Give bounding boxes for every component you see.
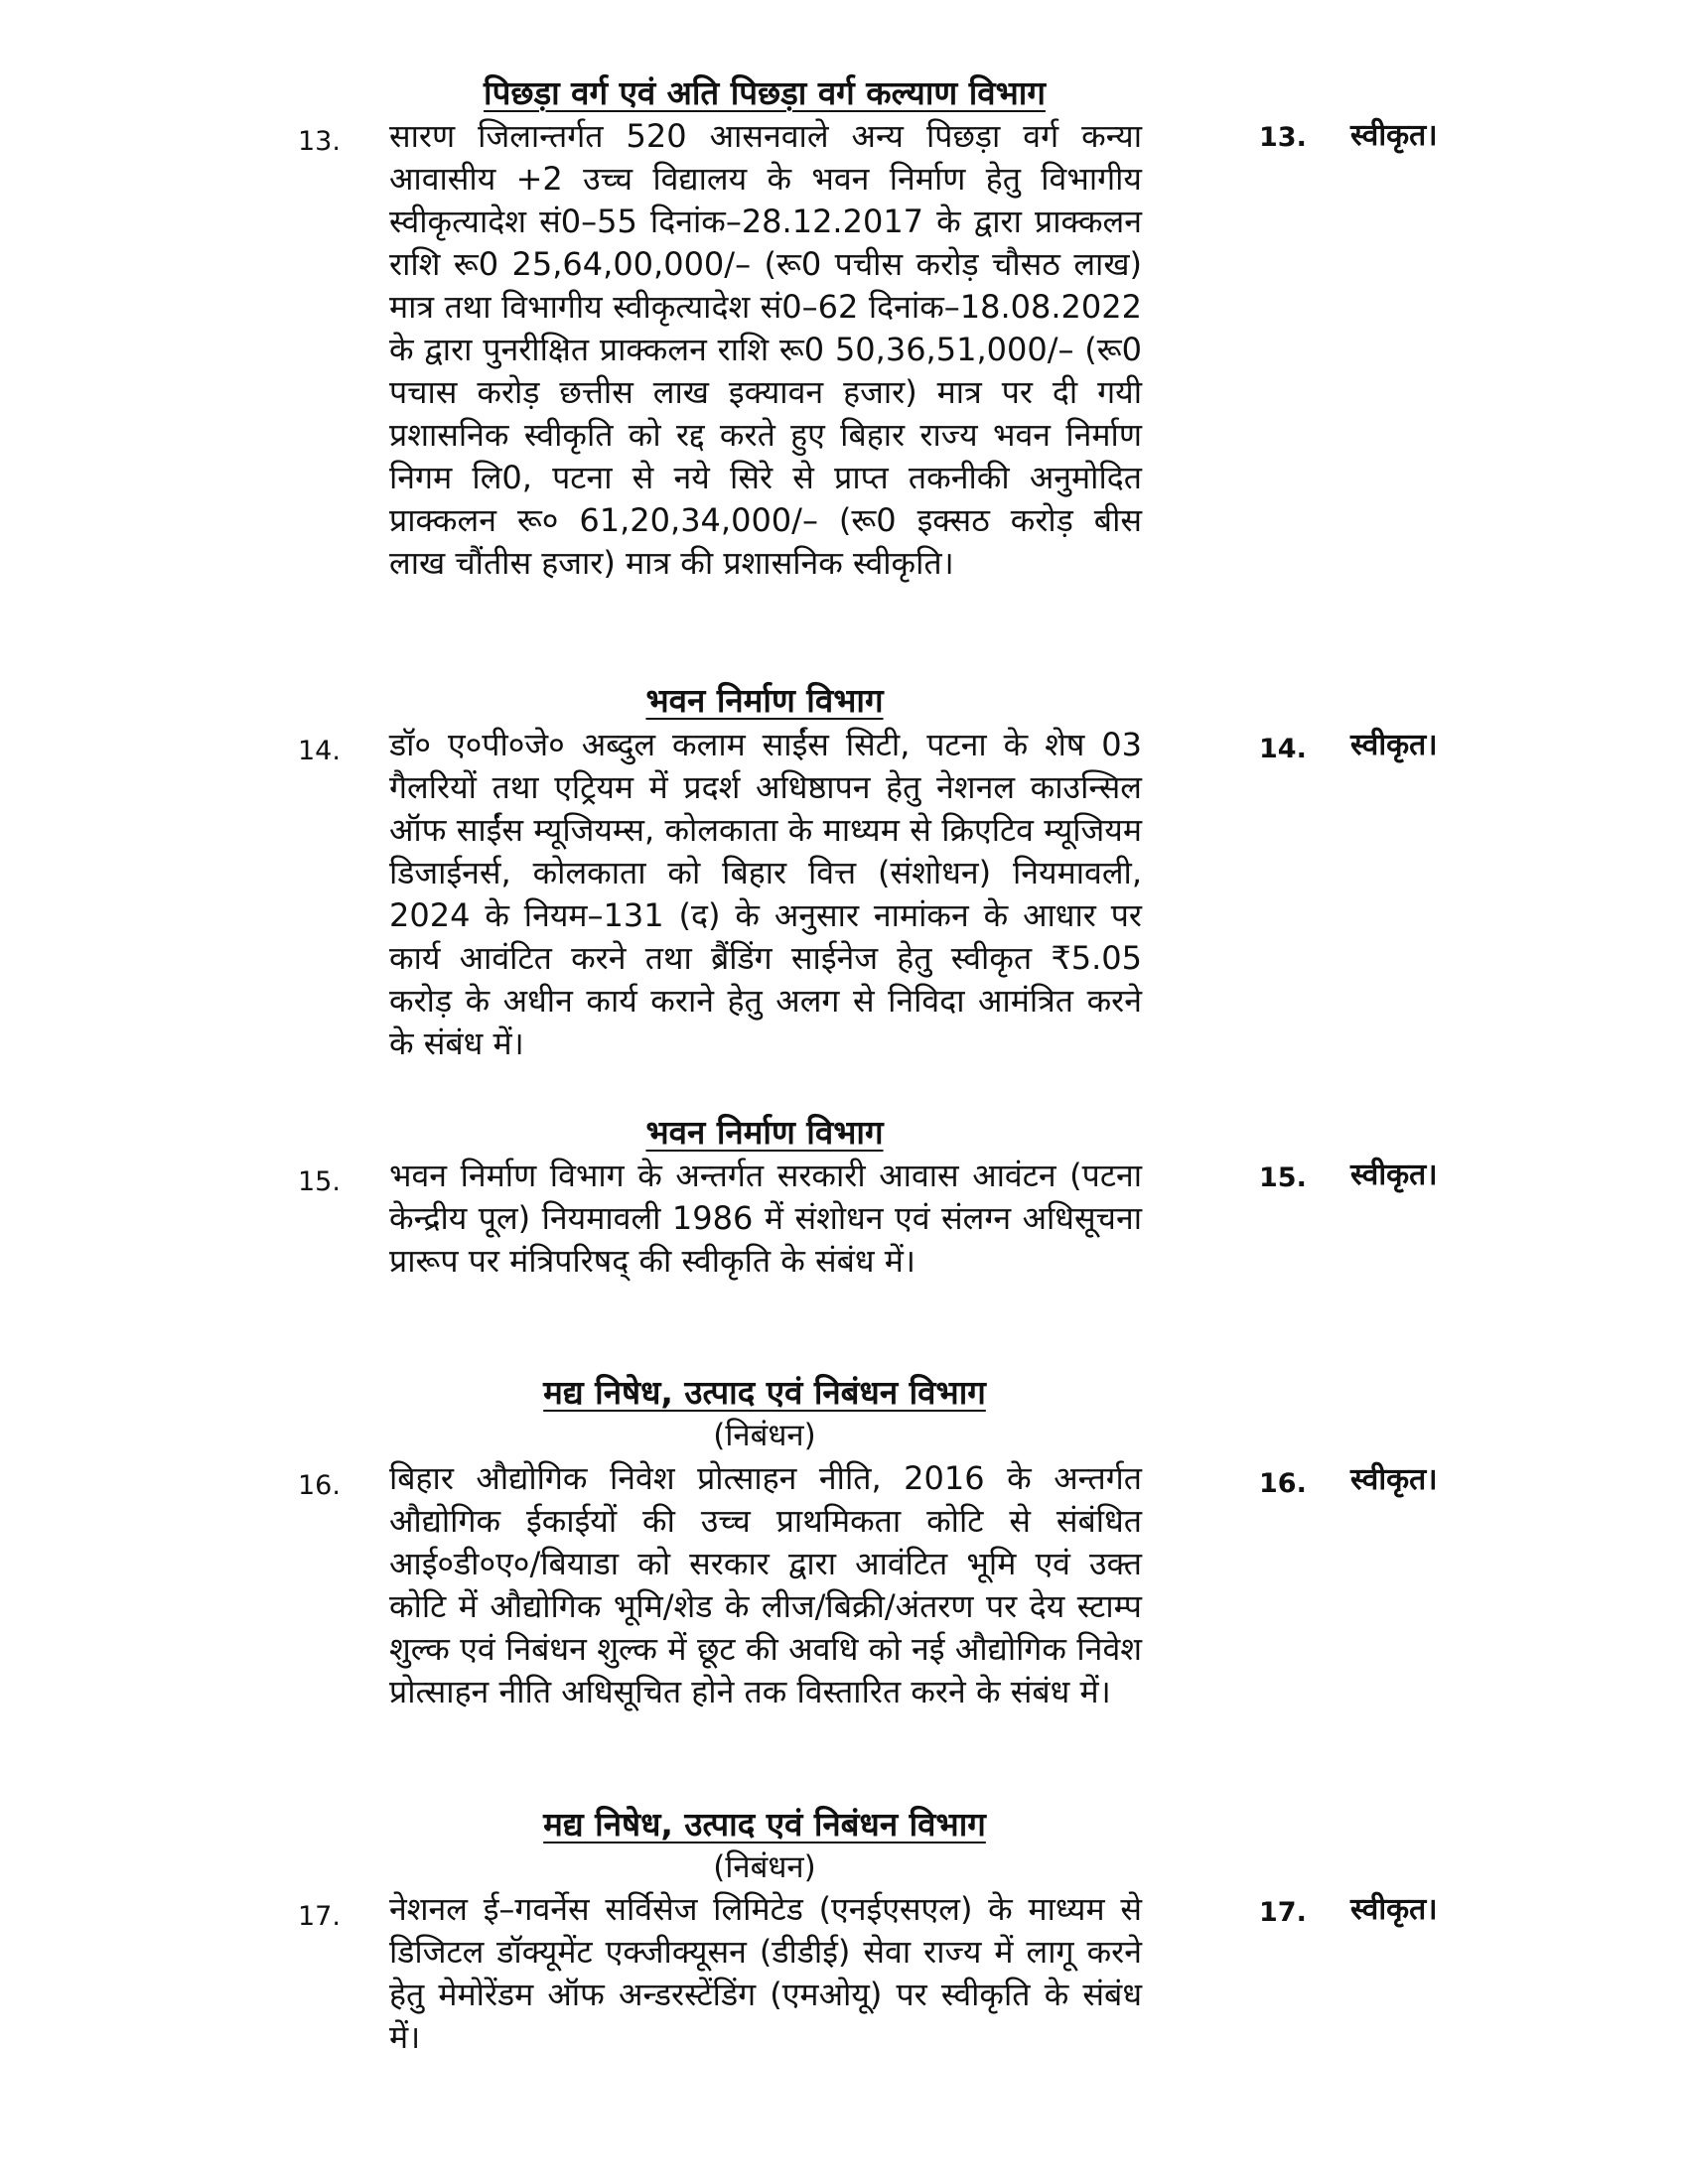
department-heading: भवन निर्माण विभाग (645, 681, 884, 720)
status-number: 14. (1259, 734, 1307, 764)
status-number: 17. (1259, 1897, 1307, 1928)
department-subheading: (निबंधन) (713, 1849, 816, 1885)
status-number: 16. (1259, 1468, 1307, 1499)
department-heading: मद्य निषेध, उत्पाद एवं निबंधन विभाग (543, 1805, 986, 1843)
department-heading: पिछड़ा वर्ग एवं अति पिछड़ा वर्ग कल्याण विभाग (484, 73, 1046, 112)
department-subheading: (निबंधन) (713, 1418, 816, 1453)
item-description: डॉ० ए०पी०जे० अब्दुल कलाम साईंस सिटी, पटना के शेष 03 गैलरियों तथा एट्रियम में प्रदर्श अधिष्ठापन हेतु नेशनल काउन्सिल ऑफ साईंस म्यूजियम्स, कोलकाता के माध्यम से क्रिएटिव म्यूजियम डिजाईनर्स, कोलकाता को बिहार वित्त (संशोधन) नियमावली, 2024 के नियम–131 (द) के अनुसार नामांकन के आधार पर कार्य आवंटित करने तथा ब्रैंडिंग साईनेज हेतु स्वीकृत ₹5.05 करोड़ के अधीन कार्य कराने हेतु अलग से निविदा आमंत्रित करने के संबंध में। (389, 726, 1142, 1062)
item-description: नेशनल ई–गवर्नेस सर्विसेज लिमिटेड (एनईएसएल) के माध्यम से डिजिटल डॉक्यूमेंट एक्जीक्यूसन (डीडीई) सेवा राज्य में लागू करने हेतु मेमोरेंडम ऑफ अन्डरस्टेंडिंग (एमओयू) पर स्वीकृति के संबंध में। (389, 1890, 1142, 2056)
department-heading: भवन निर्माण विभाग (645, 1113, 884, 1152)
item-description: सारण जिलान्तर्गत 520 आसनवाले अन्य पिछड़ा वर्ग कन्या आवासीय +2 उच्च विद्यालय के भवन निर्माण हेतु विभागीय स्वीकृत्यादेश सं0–55 दिनांक–28.12.2017 के द्वारा प्राक्कलन राशि रू0 25,64,00,000/– (रू0 पचीस करोड़ चौसठ लाख) मात्र तथा विभागीय स्वीकृत्यादेश सं0–62 दिनांक–18.08.2022 के द्वारा पुनरीक्षित प्राक्कलन राशि रू0 50,36,51,000/– (रू0 पचास करोड़ छत्तीस लाख इक्यावन हजार) मात्र पर दी गयी प्रशासनिक स्वीकृति को रद्द करते हुए बिहार राज्य भवन निर्माण निगम लि0, पटना से नये सिरे से प्राप्त तकनीकी अनुमोदित प्राक्कलन रू० 61,20,34,000/– (रू0 इक्सठ करोड़ बीस लाख चौंतीस हजार) मात्र की प्रशासनिक स्वीकृति। (389, 117, 1142, 582)
status-label: स्वीकृत। (1350, 1462, 1438, 1497)
item-number: 14. (298, 736, 341, 766)
status-number: 15. (1259, 1162, 1307, 1193)
status-label: स्वीकृत। (1350, 728, 1438, 762)
department-heading: मद्य निषेध, उत्पाद एवं निबंधन विभाग (543, 1373, 986, 1412)
item-description: बिहार औद्योगिक निवेश प्रोत्साहन नीति, 2016 के अन्तर्गत औद्योगिक ईकाईयों की उच्च प्राथमिकता कोटि से संबंधित आई०डी०ए०/बियाडा को सरकार द्वारा आवंटित भूमि एवं उक्त कोटि में औद्योगिक भूमि/शेड के लीज/बिक्री/अंतरण पर देय स्टाम्प शुल्क एवं निबंधन शुल्क में छूट की अवधि को नई औद्योगिक निवेश प्रोत्साहन नीति अधिसूचित होने तक विस्तारित करने के संबंध में। (389, 1459, 1142, 1710)
status-label: स्वीकृत। (1350, 1158, 1438, 1192)
status-label: स्वीकृत। (1350, 118, 1438, 153)
item-number: 17. (298, 1901, 341, 1932)
item-number: 16. (298, 1470, 341, 1501)
item-number: 15. (298, 1166, 341, 1197)
status-number: 13. (1259, 122, 1307, 153)
status-label: स्वीकृत। (1350, 1892, 1438, 1927)
item-number: 13. (298, 126, 341, 157)
item-description: भवन निर्माण विभाग के अन्तर्गत सरकारी आवास आवंटन (पटना केन्द्रीय पूल) नियमावली 1986 में संशोधन एवं संलग्न अधिसूचना प्रारूप पर मंत्रिपरिषद् की स्वीकृति के संबंध में। (389, 1157, 1142, 1280)
